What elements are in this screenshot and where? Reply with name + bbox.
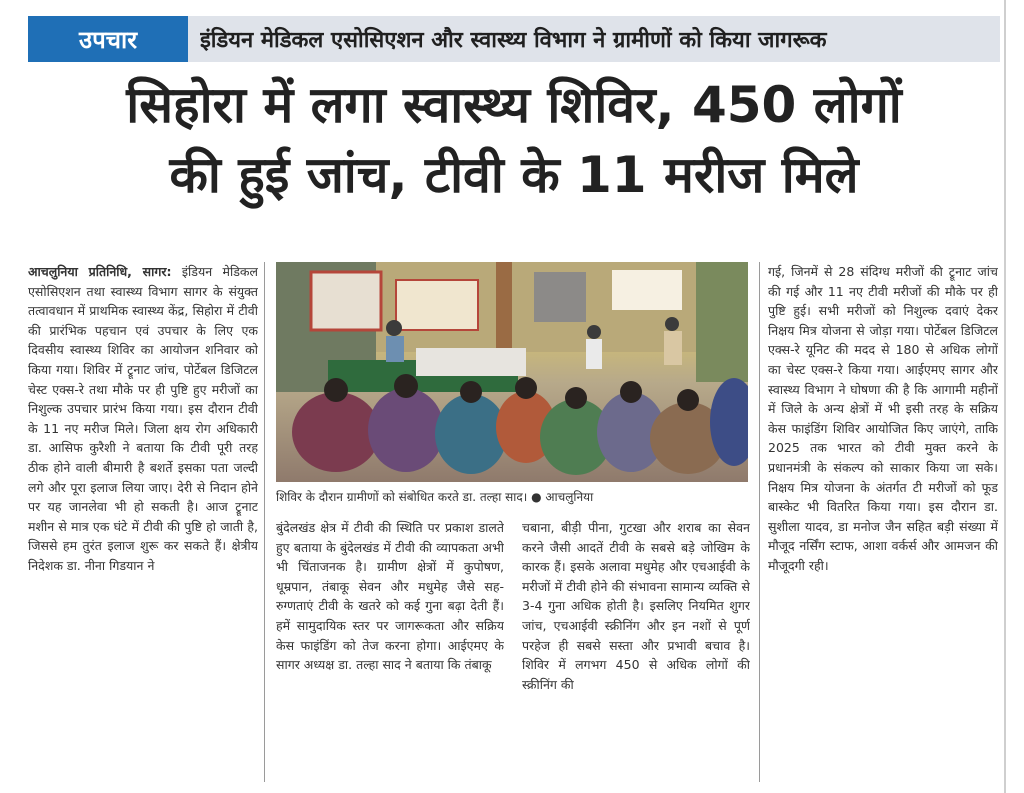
article-text-col2: बुंदेलखंड क्षेत्र में टीवी की स्थिति पर प्रकाश डालते हुए बताया के बुंदेलखंड में टीवी की व्यापकता अभी भी चिंताजनक है। ग्रामीण क्षेत्रों में कुपोषण, धूम्रपान, तंबाकू सेवन और मधुमेह जैसे सह-रुग्णताएं टीवी के खतरे को कई गुना बढ़ा देती हैं। हमें सामुदायिक स्तर पर जागरूकता और सक्रिय केस फाइंडिंग को तेज करना होगा। आईएमए के सागर अध्यक्ष डा. तल्हा साद ने बताया कि तंबाकू [276,520,504,673]
page-edge [1004,0,1006,793]
event-photo-illustration [276,262,748,482]
article-text-col3: चबाना, बीड़ी पीना, गुटखा और शराब का सेवन करने जैसी आदतें टीवी के सबसे बड़े जोखिम के कारक हैं। इसके अलावा मधुमेह और एचआईवी के मरीजों में टीवी होने की संभावना सामान्य व्यक्ति से 3-4 गुना अधिक होती है। इसलिए नियमित शुगर जांच, एचआईवी स्क्रीनिंग और इन नशों से पूर्ण परहेज ही सबसे सस्ता और प्रभावी बचाव है। शिविर में लगभग 450 से अधिक लोगों की स्क्रीनिंग की [522,520,750,692]
article-column-1 [28,262,258,782]
column-divider [264,262,265,782]
photo-caption: शिविर के दौरान ग्रामीणों को संबोधित करते डा. तल्हा साद। ● आचलुनिया [276,490,594,504]
kicker-text: इंडियन मेडिकल एसोसिएशन और स्वास्थ्य विभाग ने ग्रामीणों को किया जागरूक [200,28,827,53]
article-column-3 [522,518,750,782]
article-text-col1-bottom: जिला क्षय रोग अधिकारी डा. आसिफ कुरैशी ने बताया कि टीवी पूरी तरह ठीक होने वाली बीमारी है बशर्ते इसका पता जल्दी लगे और पूरा इलाज लिया जाए। देरी से निदान होने पर यह जानलेवा भी हो सकती है। आज ट्रूनाट मशीन से मात्र एक घंटे में टीवी की पुष्टि हो जाती है, जिससे हम तुरंत इलाज शुरू कर सकते हैं। क्षेत्रीय निदेशक डा. नीना गिडयान ने [28,420,258,573]
article-text-col1-top: इंडियन मेडिकल एसोसिएशन तथा स्वास्थ्य विभाग सागर के संयुक्त तत्वावधान में प्राथमिक स्वास्थ्य केंद्र, सिहोरा में टीवी की प्रारंभिक पहचान एवं उपचार के लिए एक दिवसीय स्वास्थ्य शिविर का आयोजन शनिवार को किया गया। शिविर में ट्रूनाट जांच, पोर्टेबल डिजिटल चेस्ट एक्स-रे तथा मौके पर ही पुष्टि हुए मरीजों का निशुल्क उपचार प्रारंभ किया गया। इस दौरान टीवी के 11 नए मरीज मिले। [28,264,258,436]
article-text-col4: गई, जिनमें से 28 संदिग्ध मरीजों की ट्रूनाट जांच की गई और 11 नए टीवी मरीजों की मौके पर ही पुष्टि हुई। सभी मरीजों को निशुल्क दवाएं देकर निक्षय मित्र योजना से जोड़ा गया। पोर्टेबल डिजिटल एक्स-रे यूनिट की मदद से 180 से अधिक लोगों का चेस्ट एक्स-रे किया गया। आईएमए सागर और स्वास्थ्य विभाग ने घोषणा की है कि आगामी महीनों में जिले के अन्य क्षेत्रों में भी इसी तरह के सक्रिय केस फाइंडिंग शिविर आयोजित किए जाएंगे, ताकि 2025 तक भारत को टीवी मुक्त करने के प्रधानमंत्री के संकल्प को साकार किया जा सके। निक्षय मित्र योजना के अंतर्गत टी मरीजों को फूड बास्केट भी वितरित किया गया। इस दौरान डा. सुशीला यादव, डा मनोज जैन सहित बड़ी संख्या में मौजूद नर्सिंग स्टाफ, आशा वर्कर्स और आमजन की मौजूदगी रही। [768,264,998,573]
headline-line-1: सिहोरा में लगा स्वास्थ्य शिविर, 450 लोगों [126,76,902,134]
article-column-4 [768,262,998,782]
headline [28,70,1000,210]
article-column-2 [276,518,504,782]
event-photo [276,262,748,482]
byline: आचलुनिया प्रतिनिधि, सागर: [28,264,172,279]
column-divider [759,262,760,782]
headline-line-2: की हुई जांच, टीवी के 11 मरीज मिले [169,146,859,204]
section-tag: उपचार [28,16,188,62]
